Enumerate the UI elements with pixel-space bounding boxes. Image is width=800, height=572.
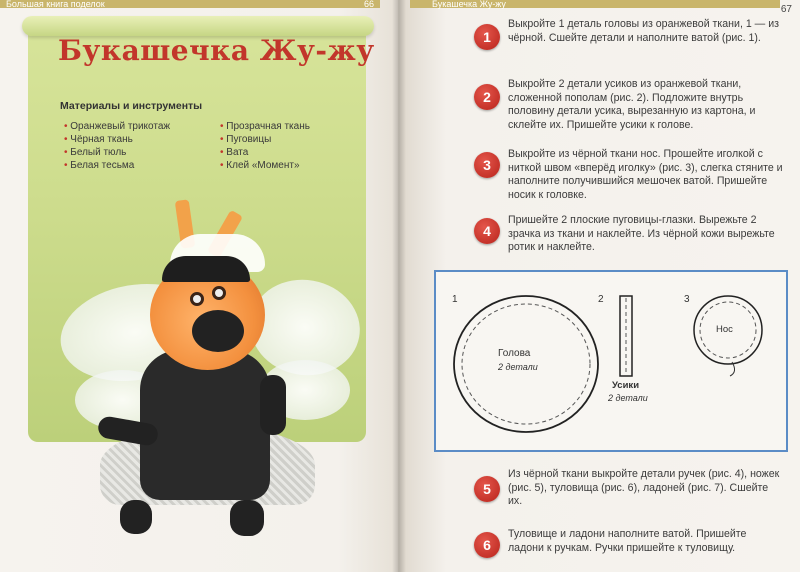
material-item: • Клей «Момент» bbox=[220, 159, 310, 172]
step-text: Выкройте из чёрной ткани нос. Прошейте иголкой с ниткой швом «вперёд иголку» (рис. 3), слегка стяните и наполните получившийся мешочек ватой. Пришейте носик к головке. bbox=[508, 148, 783, 201]
bee-eye bbox=[212, 286, 226, 300]
right-header-text: Букашечка Жу-жу bbox=[432, 0, 506, 9]
material-item: • Чёрная ткань bbox=[64, 133, 170, 146]
page-title: Букашечка Жу-жу bbox=[58, 34, 375, 67]
materials-list-1 bbox=[64, 120, 170, 172]
step-number-badge: 2 bbox=[474, 84, 500, 110]
materials-heading: Материалы и инструменты bbox=[60, 100, 203, 112]
left-page-number: 66 bbox=[363, 0, 374, 9]
bee-eye bbox=[190, 292, 204, 306]
figure-number: 1 bbox=[452, 294, 458, 305]
step-text: Выкройте 1 деталь головы из оранжевой ткани, 1 — из чёрной. Сшейте детали и наполните ватой (рис. 1). bbox=[508, 18, 779, 44]
material-item: • Белый тюль bbox=[64, 146, 170, 159]
scroll-roll bbox=[22, 16, 374, 36]
step-number-badge: 1 bbox=[474, 24, 500, 50]
right-page-number: 67 bbox=[780, 4, 792, 15]
step-text: Выкройте 2 детали усиков из оранжевой ткани, сложенной пополам (рис. 2). Подложите внутрь половину детали усика, вырезанную из картона, и склейте их. Пришейте усики к голове. bbox=[508, 78, 756, 131]
step-number-badge: 6 bbox=[474, 532, 500, 558]
material-item: • Прозрачная ткань bbox=[220, 120, 310, 133]
step-text: Туловище и ладони наполните ватой. Пришейте ладони к ручкам. Ручки пришейте к туловищу. bbox=[508, 528, 747, 554]
figure-sublabel: 2 детали bbox=[498, 362, 538, 372]
bee-toy-photo bbox=[60, 200, 360, 540]
material-item: • Вата bbox=[220, 146, 310, 159]
material-item: • Оранжевый трикотаж bbox=[64, 120, 170, 133]
figure-label: Нос bbox=[716, 324, 733, 335]
bee-hair bbox=[162, 256, 250, 282]
bee-body bbox=[140, 350, 270, 500]
bee-arm bbox=[260, 375, 286, 435]
bee-leg bbox=[230, 500, 264, 536]
left-page bbox=[0, 0, 398, 572]
bee-nose bbox=[192, 310, 244, 352]
step-text: Пришейте 2 плоские пуговицы-глазки. Вырежьте 2 зрачка из ткани и наклейте. Из чёрной кожи вырежьте ротик и наклейте. bbox=[508, 214, 775, 254]
pattern-diagram bbox=[436, 272, 786, 450]
material-item: • Пуговицы bbox=[220, 133, 310, 146]
pattern-figures-box bbox=[434, 270, 788, 452]
step-text: Из чёрной ткани выкройте детали ручек (рис. 4), ножек (рис. 5), туловища (рис. 6), ладоней (рис. 7). Сшейте их. bbox=[508, 468, 780, 508]
bee-leg bbox=[120, 500, 152, 534]
left-header-text: Большая книга поделок bbox=[6, 0, 105, 9]
right-page bbox=[398, 0, 800, 572]
figure-sublabel: 2 детали bbox=[608, 393, 648, 403]
step-number-badge: 3 bbox=[474, 152, 500, 178]
figure-number: 3 bbox=[684, 294, 690, 305]
step-number-badge: 4 bbox=[474, 218, 500, 244]
book-spine-shadow bbox=[392, 0, 406, 572]
figure-label: Голова bbox=[498, 348, 531, 359]
figure-label: Усики bbox=[612, 380, 640, 391]
right-header-bar bbox=[410, 0, 780, 8]
material-item: • Белая тесьма bbox=[64, 159, 170, 172]
figure-number: 2 bbox=[598, 294, 604, 305]
step-number-badge: 5 bbox=[474, 476, 500, 502]
materials-list-2 bbox=[220, 120, 310, 172]
left-header-bar bbox=[0, 0, 380, 8]
